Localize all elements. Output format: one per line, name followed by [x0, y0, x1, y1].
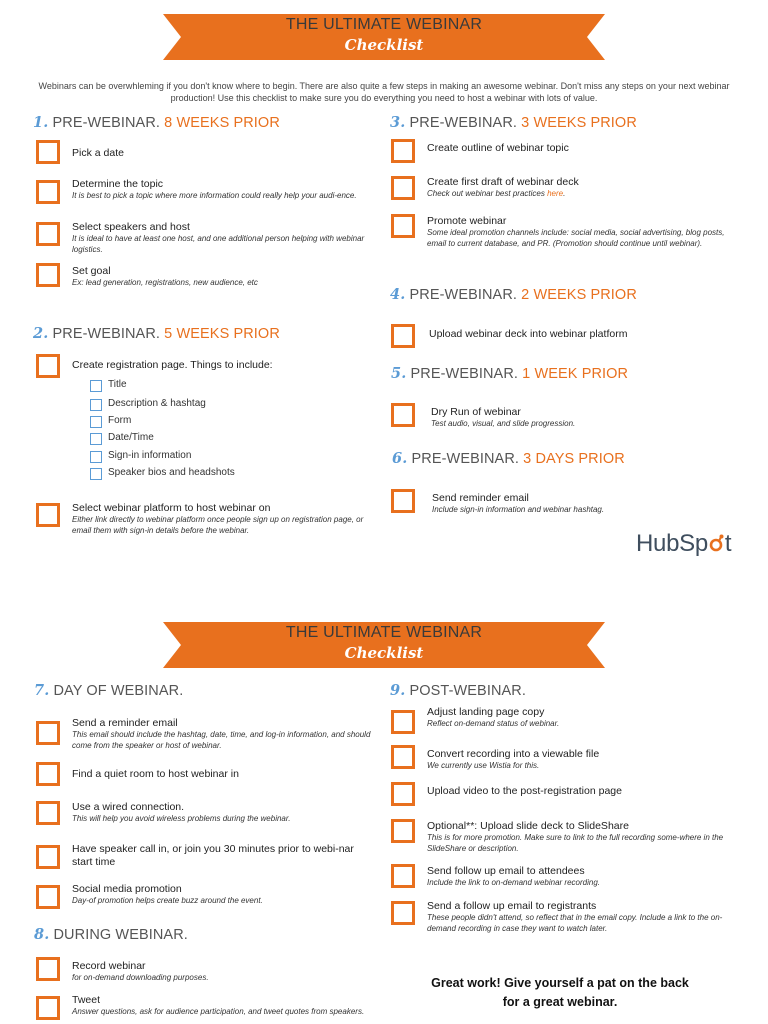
closing-line-1: Great work! Give yourself a pat on the back	[431, 976, 689, 990]
sub-checkbox[interactable]	[90, 433, 102, 445]
item-note: It is best to pick a topic where more information could really help your audi-ence.	[72, 191, 357, 200]
item-title: Pick a date	[72, 147, 124, 159]
sub-checkbox[interactable]	[90, 468, 102, 480]
checkbox[interactable]	[36, 222, 60, 246]
item-note: Answer questions, ask for audience participation, and tweet quotes from speakers.	[72, 1007, 365, 1016]
item-title: Determine the topic	[72, 178, 164, 190]
item-title: Optional**: Upload slide deck to SlideShare	[427, 820, 629, 832]
section-number: 5.	[391, 365, 407, 382]
checkbox[interactable]	[391, 901, 415, 925]
checkbox[interactable]	[36, 996, 60, 1020]
section-number: 7.	[34, 682, 50, 699]
section-9-heading	[390, 682, 526, 699]
sub-checkbox[interactable]	[90, 399, 102, 411]
checkbox[interactable]	[36, 180, 60, 204]
section-timing: 3 WEEKS PRIOR	[521, 115, 637, 131]
item-note: Ex: lead generation, registrations, new audience, etc	[72, 278, 258, 287]
checkbox[interactable]	[391, 489, 415, 513]
item-note-end: .	[563, 189, 566, 198]
sub-item-label: Description & hashtag	[108, 398, 206, 409]
closing-message	[400, 974, 720, 1012]
hubspot-logo	[636, 530, 731, 558]
banner-bottom	[163, 622, 605, 668]
checkbox[interactable]	[391, 139, 415, 163]
sub-item-label: Date/Time	[108, 432, 154, 443]
checkbox[interactable]	[391, 403, 415, 427]
item-note: Include the link to on-demand webinar recording.	[427, 878, 600, 887]
section-label: PRE-WEBINAR.	[411, 451, 520, 467]
section-number: 3.	[390, 114, 406, 131]
item-note: We currently use Wistia for this.	[427, 761, 540, 770]
item-note: Reflect on-demand status of webinar.	[427, 719, 560, 728]
item-title: Create registration page. Things to include:	[72, 359, 273, 371]
sub-checkbox[interactable]	[90, 416, 102, 428]
sub-checkbox[interactable]	[90, 380, 102, 392]
item-note	[427, 189, 736, 200]
section-1-heading	[33, 114, 280, 131]
section-label: PRE-WEBINAR.	[52, 326, 161, 342]
section-label: PRE-WEBINAR.	[410, 366, 519, 382]
item-title: Upload webinar deck into webinar platform	[429, 328, 628, 340]
item-note: This will help you avoid wireless problems during the webinar.	[72, 814, 291, 823]
item-title: Find a quiet room to host webinar in	[72, 768, 239, 780]
banner-title: THE ULTIMATE WEBINAR	[285, 624, 483, 641]
sub-checkbox[interactable]	[90, 451, 102, 463]
section-number: 4.	[390, 286, 406, 303]
checkbox[interactable]	[391, 710, 415, 734]
section-label: DURING WEBINAR.	[53, 927, 188, 943]
section-timing: 1 WEEK PRIOR	[522, 366, 629, 382]
section-8-heading	[34, 926, 188, 943]
closing-line-2: for a great webinar.	[502, 995, 618, 1009]
checkbox[interactable]	[36, 885, 60, 909]
sub-item-label: Sign-in information	[108, 450, 192, 461]
item-title: Send follow up email to attendees	[427, 865, 585, 877]
banner-subtitle: Checklist	[344, 644, 424, 662]
section-timing: 8 WEEKS PRIOR	[164, 115, 280, 131]
section-number: 1.	[33, 114, 49, 131]
logo-text-end: t	[724, 530, 732, 557]
item-title: Select speakers and host	[72, 221, 190, 233]
checkbox[interactable]	[391, 864, 415, 888]
section-5-heading	[391, 365, 628, 382]
checkbox[interactable]	[391, 176, 415, 200]
item-note: This is for more promotion. Make sure to link to the full recording some-where in the SlideShare or description.	[427, 833, 724, 853]
item-note: These people didn't attend, so reflect that in the email copy. Include a link to the on-demand recording in case they want to watch later.	[427, 913, 723, 933]
item-note: This email should include the hashtag, date, time, and log-in information, and should come from the speaker or host of webinar.	[72, 730, 371, 750]
checkbox[interactable]	[36, 263, 60, 287]
checkbox[interactable]	[36, 721, 60, 745]
section-label: PRE-WEBINAR.	[409, 115, 518, 131]
best-practices-link[interactable]: here	[547, 189, 564, 198]
section-timing: 5 WEEKS PRIOR	[164, 326, 280, 342]
item-title: Send reminder email	[432, 492, 529, 504]
item-title: Upload video to the post-registration page	[427, 785, 622, 797]
checkbox[interactable]	[391, 745, 415, 769]
item-title: Create first draft of webinar deck	[427, 176, 579, 188]
checkbox[interactable]	[36, 762, 60, 786]
checkbox[interactable]	[36, 503, 60, 527]
item-title: Dry Run of webinar	[431, 406, 521, 418]
section-7-heading	[34, 682, 183, 699]
sub-item-label: Title	[108, 379, 127, 390]
checkbox[interactable]	[391, 819, 415, 843]
checkbox[interactable]	[391, 214, 415, 238]
item-title: Set goal	[72, 265, 111, 277]
section-number: 6.	[392, 450, 408, 467]
item-title: Convert recording into a viewable file	[427, 748, 600, 760]
item-note: Some ideal promotion channels include: social media, social advertising, blog posts, email to current database, and PR. (Promotion should continue until webinar).	[427, 228, 725, 248]
item-title: Adjust landing page copy	[427, 706, 545, 718]
item-title: Record webinar	[72, 960, 146, 972]
checkbox[interactable]	[391, 782, 415, 806]
item-note: It is ideal to have at least one host, and one additional person helping with webinar logistics.	[72, 234, 365, 254]
item-note: Test audio, visual, and slide progression.	[431, 419, 576, 428]
item-title: Social media promotion	[72, 883, 182, 895]
item-note-text: Check out webinar best practices	[427, 189, 548, 198]
item-note: Either link directly to webinar platform once people sign up on registration page, or email them with sign-in details before the webinar.	[72, 515, 364, 535]
item-note: for on-demand downloading purposes.	[72, 973, 209, 982]
section-label: DAY OF WEBINAR.	[53, 683, 184, 699]
checkbox[interactable]	[36, 354, 60, 378]
item-title: Use a wired connection.	[72, 801, 185, 813]
item-title: Send a reminder email	[72, 717, 178, 729]
item-title: Promote webinar	[427, 215, 507, 227]
checkbox[interactable]	[36, 957, 60, 981]
item-title: Have speaker call in, or join you 30 minutes prior to webi-nar start time	[72, 843, 354, 868]
section-label: PRE-WEBINAR.	[52, 115, 161, 131]
section-number: 2.	[33, 325, 49, 342]
item-title: Tweet	[72, 994, 101, 1006]
banner-subtitle: Checklist	[344, 36, 424, 54]
sub-item-label: Form	[108, 415, 132, 426]
section-timing: 2 WEEKS PRIOR	[521, 287, 637, 303]
item-title: Create outline of webinar topic	[427, 142, 569, 154]
section-label: POST-WEBINAR.	[409, 683, 526, 699]
banner-title: THE ULTIMATE WEBINAR	[285, 16, 483, 33]
checkbox[interactable]	[36, 801, 60, 825]
sprocket-icon	[708, 531, 725, 549]
checkbox[interactable]	[36, 140, 60, 164]
section-4-heading	[390, 286, 637, 303]
section-2-heading	[33, 325, 280, 342]
checkbox[interactable]	[36, 845, 60, 869]
section-6-heading	[392, 450, 625, 467]
section-timing: 3 DAYS PRIOR	[523, 451, 625, 467]
sub-item-label: Speaker bios and headshots	[108, 467, 235, 478]
logo-text: HubSp	[636, 530, 708, 557]
item-note: Include sign-in information and webinar hashtag.	[432, 505, 605, 514]
banner-top	[163, 14, 605, 60]
section-label: PRE-WEBINAR.	[409, 287, 518, 303]
section-number: 9.	[390, 682, 406, 699]
intro-text: Webinars can be overwhleming if you don't know where to begin. There are also quite a few steps in making an awesome webinar. Don't miss any steps on your next webinar production! Use this checklist to make sure you do everything you need to host a webinar with lots of value.	[38, 81, 730, 103]
item-title: Select webinar platform to host webinar on	[72, 502, 271, 514]
item-note: Day-of promotion helps create buzz around the event.	[72, 896, 263, 905]
section-number: 8.	[34, 926, 50, 943]
section-3-heading	[390, 114, 637, 131]
item-title: Send a follow up email to registrants	[427, 900, 597, 912]
checkbox[interactable]	[391, 324, 415, 348]
